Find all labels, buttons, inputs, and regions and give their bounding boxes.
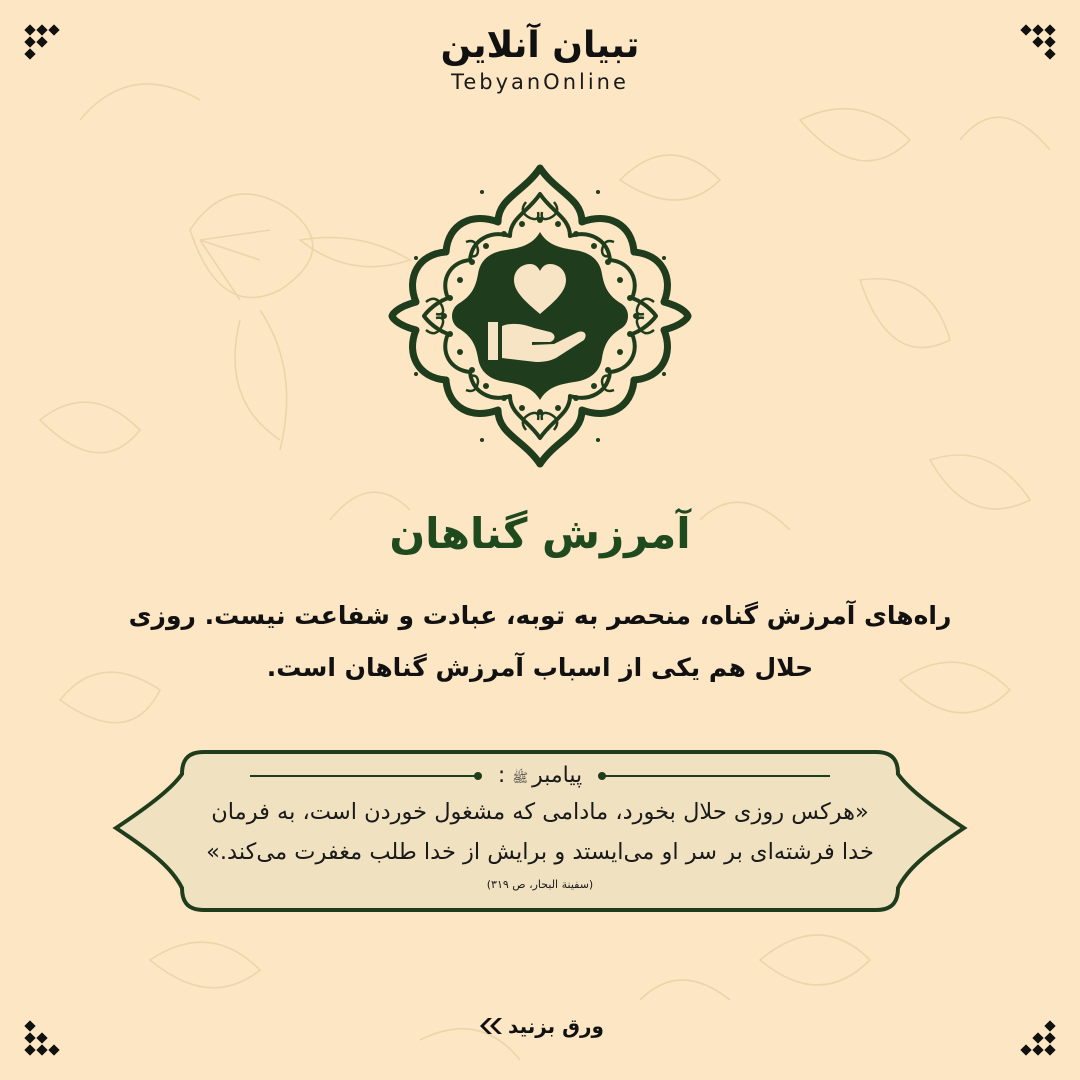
double-chevron-left-icon xyxy=(476,1016,502,1036)
quote-speaker xyxy=(498,763,582,789)
brand-name-fa: تبیان آنلاین xyxy=(440,25,640,66)
speaker-colon: : xyxy=(497,763,506,788)
quote-source: (سفینة البحار، ص ۳۱۹) xyxy=(486,878,594,891)
intro-line-2: حلال هم یکی از اسباب آمرزش گناهان است. xyxy=(266,653,814,682)
quote-text xyxy=(138,792,942,872)
swipe-prompt[interactable] xyxy=(0,1014,1080,1038)
speaker-name: پیامبر xyxy=(532,763,583,788)
hadith-quote-box xyxy=(108,748,972,914)
hand-holding-heart-emblem xyxy=(386,162,694,470)
honorific-icon: ﷺ xyxy=(512,771,529,786)
ornamental-frame-icon xyxy=(392,168,688,464)
quote-line-1: «هرکس روزی حلال بخورد، مادامی که مشغول خوردن است، به فرمان xyxy=(211,799,869,825)
brand-logo xyxy=(0,24,1080,96)
divider-line-right xyxy=(600,775,830,777)
quote-line-2: خدا فرشته‌ای بر سر او می‌ایستد و برایش از خدا طلب مغفرت می‌کند.» xyxy=(206,839,874,865)
swipe-label: ورق بزنید xyxy=(508,1014,604,1038)
page-title: آمرزش گناهان xyxy=(389,509,691,558)
intro-paragraph xyxy=(60,590,1020,694)
intro-line-1: راه‌های آمرزش گناه، منحصر به توبه، عبادت و شفاعت نیست. روزی xyxy=(128,601,952,630)
quote-header xyxy=(108,758,972,794)
divider-line-left xyxy=(250,775,480,777)
brand-name-en: TebyanOnline xyxy=(451,70,629,94)
